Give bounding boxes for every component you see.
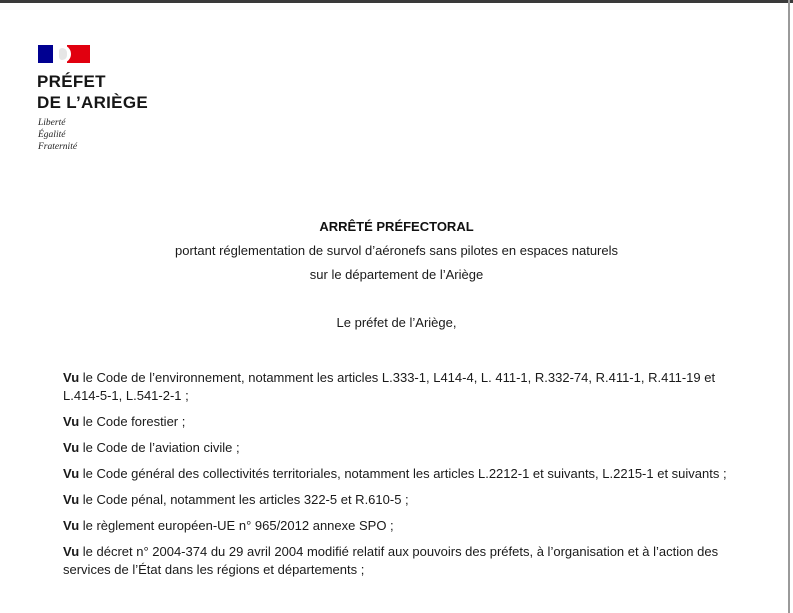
vu-item	[63, 369, 731, 405]
vu-label: Vu	[63, 440, 80, 455]
vu-item	[63, 465, 731, 483]
top-border	[0, 0, 793, 3]
vu-label: Vu	[63, 518, 80, 533]
vu-label: Vu	[63, 466, 80, 481]
devise	[38, 117, 77, 153]
vu-item	[63, 413, 731, 431]
devise-fraternite: Fraternité	[38, 142, 78, 152]
vu-list	[63, 369, 731, 587]
prefet-line-1: PRÉFET	[37, 72, 106, 91]
right-border	[788, 0, 790, 613]
prefet-title	[37, 71, 148, 113]
vu-label: Vu	[63, 544, 80, 559]
vu-item-text: le règlement européen-UE n° 965/2012 annexe SPO ;	[79, 518, 394, 533]
vu-label: Vu	[63, 414, 80, 429]
devise-liberte: Liberté	[38, 118, 66, 128]
vu-item-text: le Code forestier ;	[79, 414, 186, 429]
vu-item-text: le Code général des collectivités territoriales, notamment les articles L.2212-1 et suivants, L.2215-1 et suivants ;	[79, 466, 727, 481]
vu-label: Vu	[63, 492, 80, 507]
marianne-logo-icon	[38, 45, 90, 63]
devise-egalite: Égalité	[38, 130, 66, 140]
document-title: ARRÊTÉ PRÉFECTORAL	[319, 219, 474, 234]
vu-item	[63, 517, 731, 535]
vu-item-text: le Code pénal, notamment les articles 322-5 et R.610-5 ;	[79, 492, 409, 507]
vu-label: Vu	[63, 370, 80, 385]
prefet-line-2: DE L’ARIÈGE	[37, 93, 148, 112]
document-subtitle-line-2: sur le département de l’Ariège	[309, 267, 484, 282]
vu-item-text: le Code de l’aviation civile ;	[79, 440, 240, 455]
vu-item	[63, 439, 731, 457]
vu-item-text: le Code de l’environnement, notamment les articles L.333-1, L414-4, L. 411-1, R.332-74, R.411-1, R.411-19 et L.414-5-1, L.541-2-1 ;	[63, 370, 716, 403]
vu-item-text: le décret n° 2004-374 du 29 avril 2004 modifié relatif aux pouvoirs des préfets, à l’organisation et à l’action des services de l’État dans les régions et départements ;	[63, 544, 719, 577]
vu-item	[63, 491, 731, 509]
intro-text: Le préfet de l’Ariège,	[336, 315, 457, 330]
vu-item	[63, 543, 731, 579]
document-subtitle-line-1: portant réglementation de survol d’aéronefs sans pilotes en espaces naturels	[175, 243, 618, 258]
